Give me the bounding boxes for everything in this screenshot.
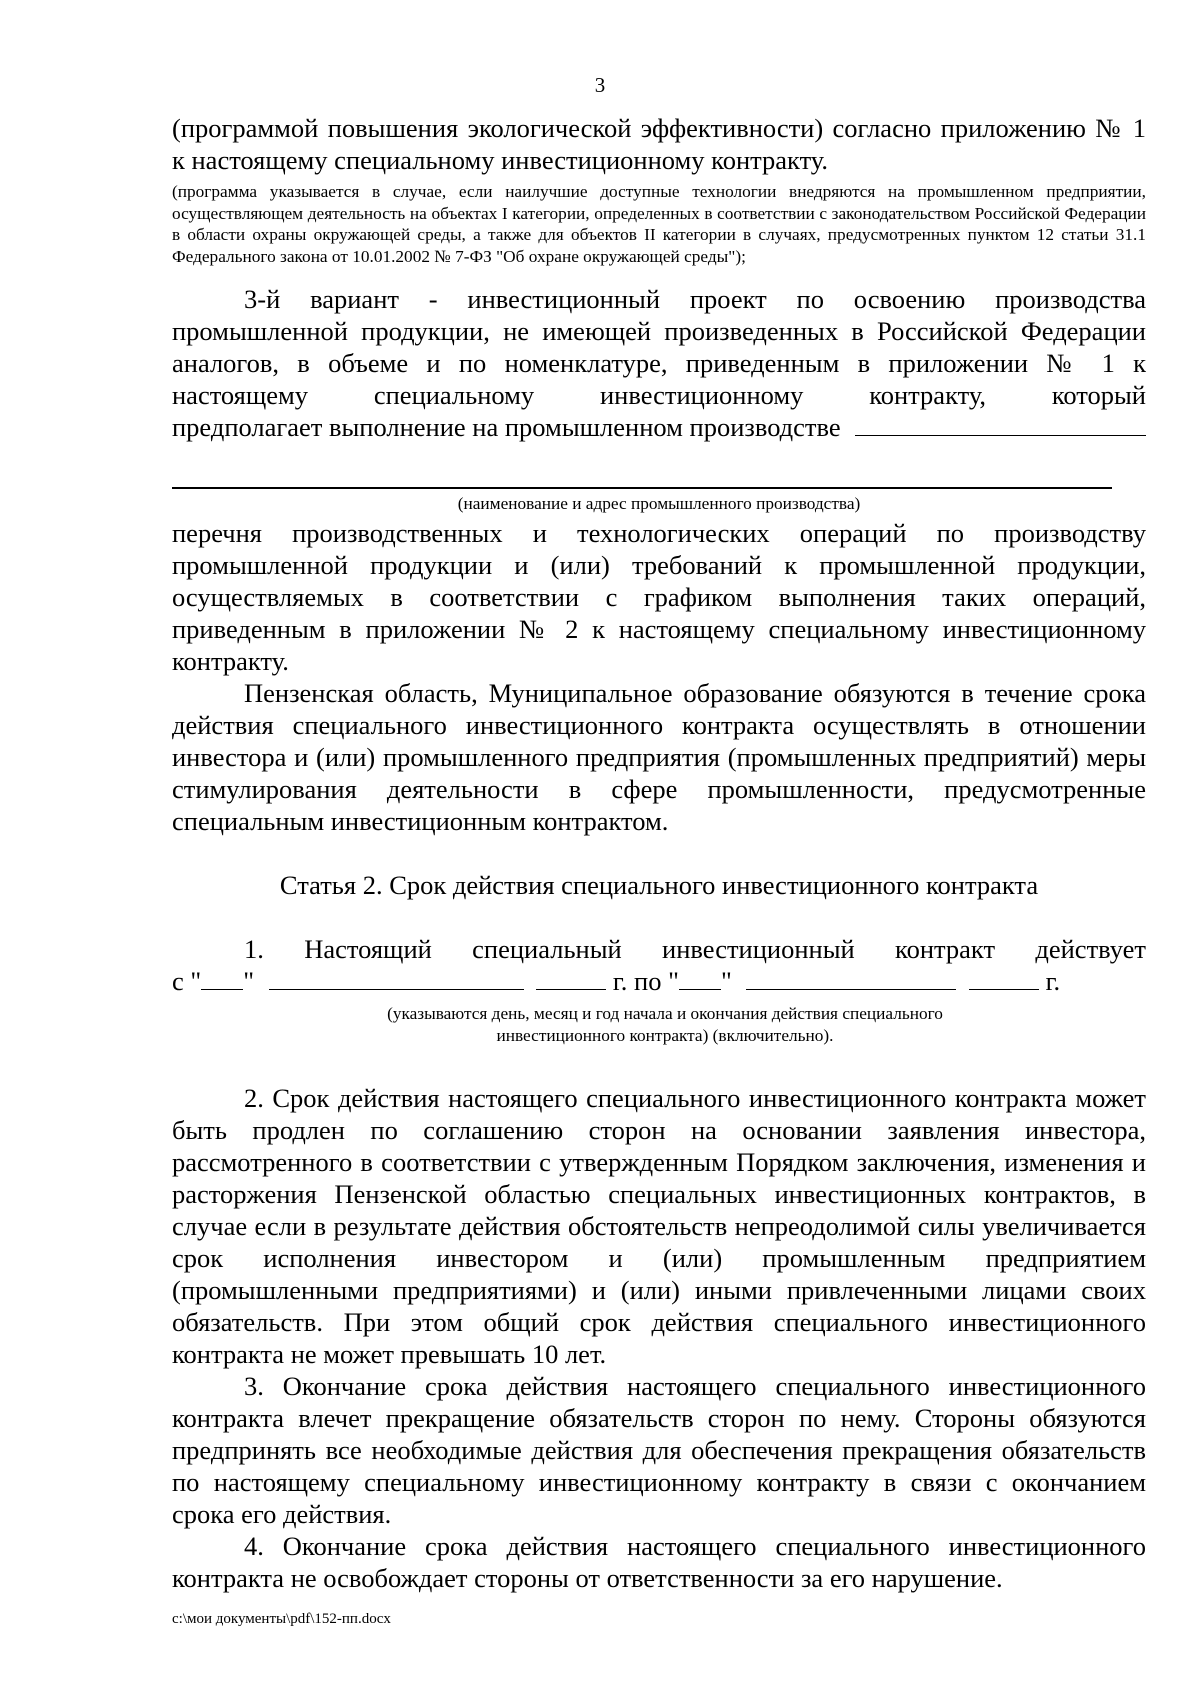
paragraph-line: предполагает выполнение на промышленном производстве: [172, 412, 841, 442]
caption-dates: (указываются день, месяц и год начала и окончания действия специального инвестиционного контракта) (включительно).: [387, 1004, 943, 1045]
paragraph-text: 3-й вариант - инвестиционный проект по освоению производства промышленной продукции, не имеющей произведенных в Российской Федерации аналогов, в объеме и по номенклатуре, приведенным в приложении № 1 к настоящему специальному инвестиционному контракту, который: [172, 284, 1146, 410]
paragraph-program: [172, 112, 1146, 176]
item-1-line: 1. Настоящий специальный инвестиционный контракт действует: [244, 934, 1146, 964]
item-3: 3. Окончание срока действия настоящего специального инвестиционного контракта влечет прекращение обязательств сторон по нему. Стороны обязуются предпринять все необходимые действия для обеспечения прекращения обязательств по настоящему специальному инвестиционному контракту в связи с окончанием срока его действия.: [172, 1371, 1146, 1529]
caption-production: (наименование и адрес промышленного производства): [457, 494, 861, 513]
date-range-line: [172, 965, 1146, 997]
date-quote: ": [720, 966, 732, 996]
paragraph-last-line: [172, 411, 1146, 443]
month-blank: [746, 965, 956, 990]
day-blank: [679, 965, 721, 990]
footer-file-path: c:\мои документы\pdf\152-пп.docx: [172, 1611, 391, 1627]
footnote-program: (программа указывается в случае, если наилучшие доступные технологии внедряются на промышленном предприятии, осуществляющем деятельность на объектах I категории, определенных в соответствии с законодательством Российской Федерации в области охраны окружающей среды, а также для объектов II категории в случаях, предусмотренных пунктом 12 статьи 31.1 Федерального закона от 10.01.2002 № 7-ФЗ "Об охране окружающей среды");: [172, 182, 1146, 266]
page-number: 3: [594, 73, 606, 97]
paragraph-line: к настоящему специальному инвестиционному контракту.: [172, 145, 829, 175]
day-blank: [201, 965, 243, 990]
paragraph-region: Пензенская область, Муниципальное образование обязуются в течение срока действия специального инвестиционного контракта осуществлять в отношении инвестора и (или) промышленного предприятия (промышленных предприятий) меры стимулирования деятельности в сфере промышленности, предусмотренные специальным инвестиционным контрактом.: [172, 678, 1146, 836]
paragraph-line: (программой повышения экологической эффективности) согласно приложению № 1: [172, 113, 1146, 143]
date-prefix: с ": [172, 966, 202, 996]
item-1: [172, 933, 1146, 997]
date-suffix: г.: [1045, 966, 1061, 996]
item-4: 4. Окончание срока действия настоящего специального инвестиционного контракта не освобождает стороны от ответственности за его нарушение.: [172, 1531, 1146, 1593]
date-quote: ": [243, 966, 255, 996]
date-middle: г. по ": [612, 966, 679, 996]
article-heading: Статья 2. Срок действия специального инвестиционного контракта: [279, 870, 1039, 900]
blank-field: [855, 411, 1146, 436]
blank-line: [172, 487, 1112, 489]
paragraph-variant-3: [172, 283, 1146, 443]
paragraph-operations: перечня производственных и технологических операций по производству промышленной продукции и (или) требований к промышленной продукции, осуществляемых в соответствии с графиком выполнения таких операций, приведенным в приложении № 2 к настоящему специальному инвестиционному контракту.: [172, 518, 1146, 676]
month-blank: [269, 965, 524, 990]
year-blank: [969, 965, 1039, 990]
item-2: 2. Срок действия настоящего специального инвестиционного контракта может быть продлен по соглашению сторон на основании заявления инвестора, рассмотренного в соответствии с утвержденным Порядком заключения, изменения и расторжения Пензенской областью специальных инвестиционных контрактов, в случае если в результате действия обстоятельств непреодолимой силы увеличивается срок исполнения инвестором и (или) промышленным предприятием (промышленными предприятиями) и (или) иными привлеченными лицами своих обязательств. При этом общий срок действия специального инвестиционного контракта не может превышать 10 лет.: [172, 1083, 1146, 1369]
year-blank: [536, 965, 606, 990]
